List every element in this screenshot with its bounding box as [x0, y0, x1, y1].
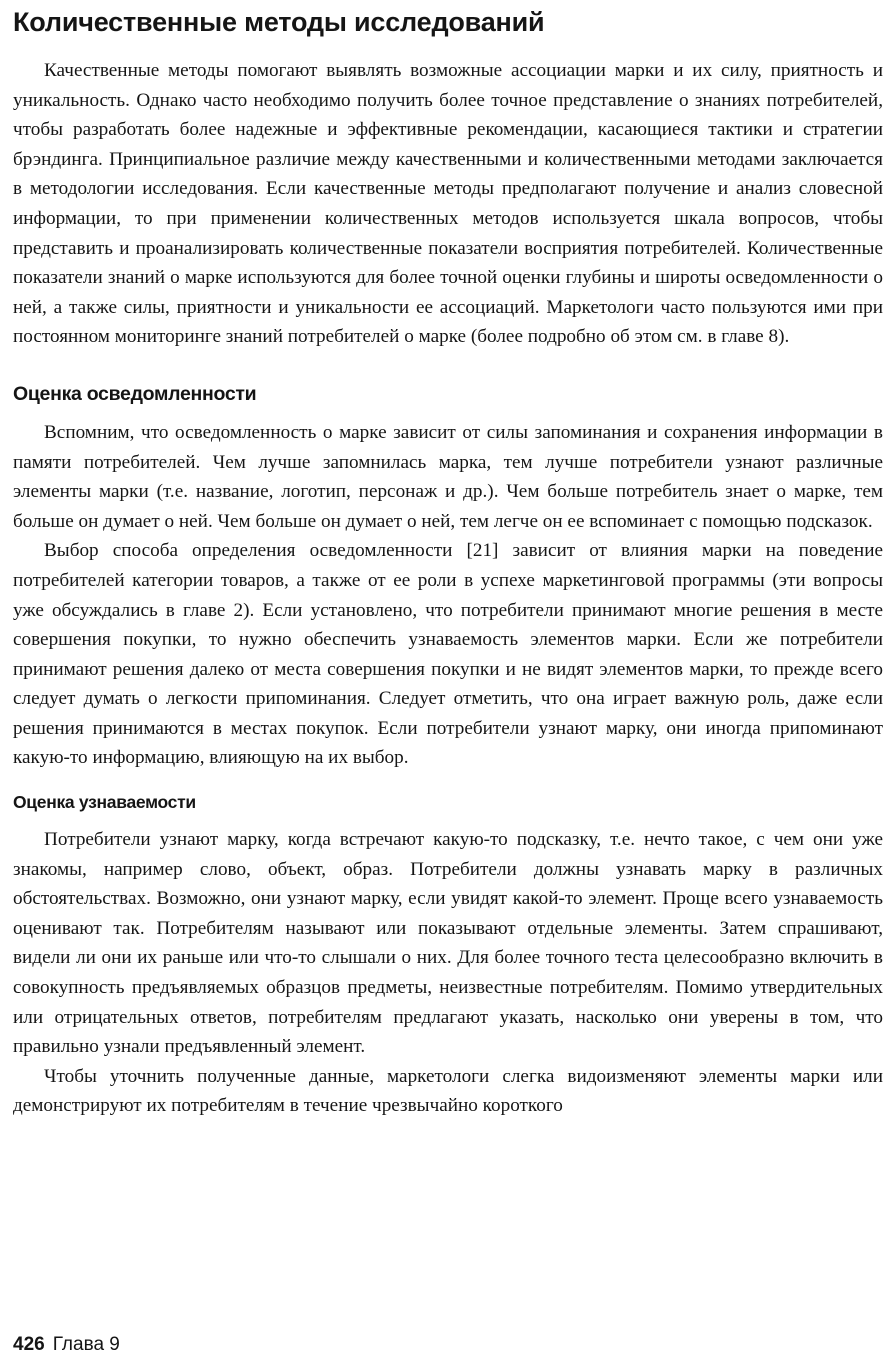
- section-recognition: [13, 790, 883, 1121]
- subsection-heading: Оценка узнаваемости: [13, 792, 196, 813]
- page-title: Количественные методы исследований: [13, 7, 545, 37]
- page: [13, 0, 883, 1121]
- section-heading: Оценка осведомленности: [13, 382, 257, 405]
- section-awareness: [13, 381, 883, 773]
- page-footer: [13, 1333, 120, 1357]
- body-paragraph: Выбор способа определения осведомленности [21] зависит от влияния марки на поведение потребителей категории товаров, а также от ее роли в успехе маркетинговой программы (эти вопросы уже обсуждались в главе 2). Если установлено, что потребители принимают многие решения в месте совершения покупки, то нужно обеспечить узнаваемость элементов марки. Если же потребители принимают решения далеко от места совершения покупки и не видят элементов марки, то прежде всего следует думать о легкости припоминания. Следует отметить, что она играет важную роль, даже если решения принимаются в местах покупок. Если потребители узнают марку, они иногда припоминают какую-то информацию, влияющую на их выбор.: [13, 540, 883, 769]
- page-number: 426: [13, 1334, 45, 1355]
- body-paragraph: Потребители узнают марку, когда встречают какую-то подсказку, т.е. нечто такое, с чем они уже знакомы, например слово, объект, образ. Потребители должны узнавать марку в различных обстоятельствах. Возможно, они узнают марку, если увидят какой-то элемент. Проще всего узнаваемость оценивают так. Потребителям называют или показывают отдельные элементы. Затем спрашивают, видели ли они их раньше или что-то слышали о них. Для более точного теста целесообразно включить в совокупность предъявляемых образцов предметы, неизвестные потребителям. Помимо утвердительных или отрицательных ответов, потребителям предлагают указать, насколько они уверены в том, что правильно узнали предъявленный элемент.: [13, 829, 883, 1058]
- body-paragraph: Чтобы уточнить полученные данные, маркетологи слегка видоизменяют элементы марки или демонстрируют их потребителям в течение чрезвычайно короткого: [13, 1065, 883, 1117]
- intro-paragraph: Качественные методы помогают выявлять возможные ассоциации марки и их силу, приятность и уникальность. Однако часто необходимо получить более точное представление о знаниях потребителей, чтобы разработать более надежные и эффективные рекомендации, касающиеся тактики и стратегии брэндинга. Принципиальное различие между качественными и количественными методами заключается в методологии исследования. Если качественные методы предполагают получение и анализ словесной информации, то при применении количественных методов используется шкала вопросов, чтобы представить и проанализировать количественные показатели восприятия потребителей. Количественные показатели знаний о марке используются для более точной оценки глубины и широты осведомленности о ней, а также силы, приятности и уникальности ее ассоциаций. Маркетологи часто пользуются ими при постоянном мониторинге знаний потребителей о марке (более подробно об этом см. в главе 8).: [13, 60, 883, 348]
- running-chapter: Глава 9: [52, 1334, 120, 1355]
- body-paragraph: Вспомним, что осведомленность о марке зависит от силы запоминания и сохранения информации в памяти потребителей. Чем лучше запомнилась марка, тем лучше потребители узнают различные элементы марки (т.е. название, логотип, персонаж и др.). Чем больше потребитель знает о марке, тем больше он думает о ней. Чем больше он думает о ней, тем легче он ее вспоминает с помощью подсказок.: [13, 421, 883, 532]
